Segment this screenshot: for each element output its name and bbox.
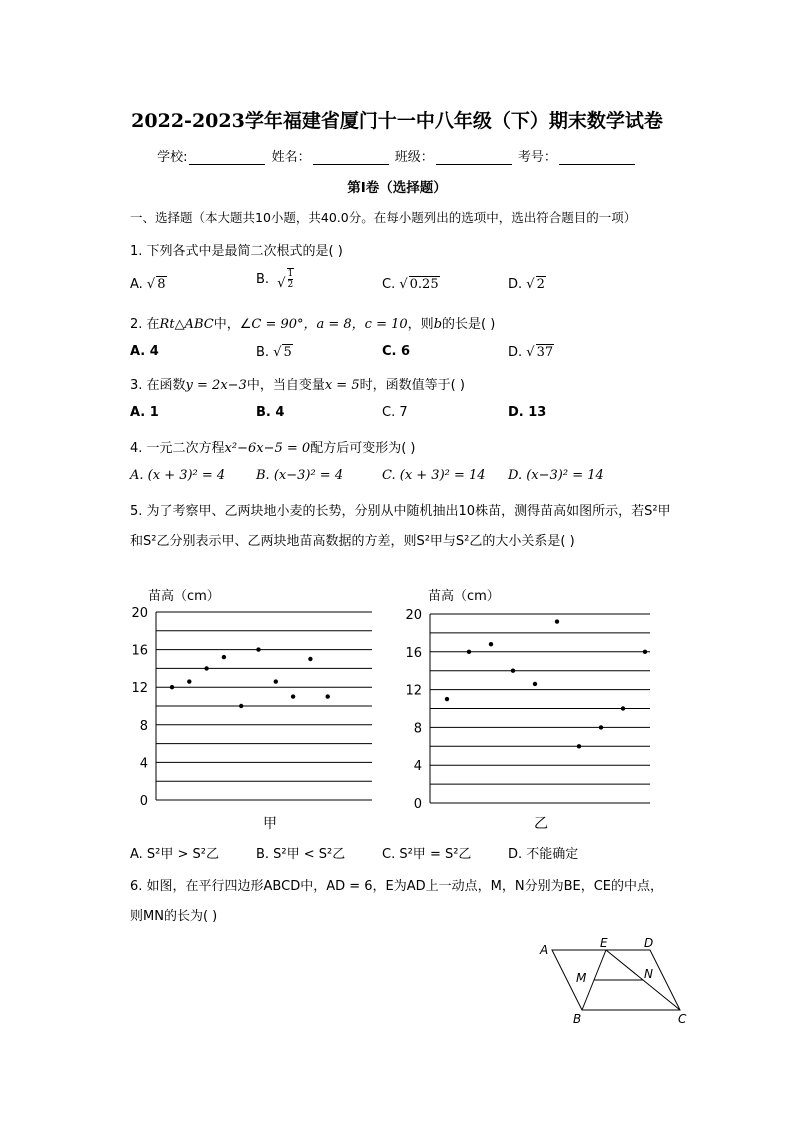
q5-option-a[interactable]: A. S²甲 > S²乙: [130, 847, 220, 862]
yi-tick-label: 12: [405, 683, 422, 699]
class-label: 班级：: [394, 150, 434, 165]
q4-option-a[interactable]: A. (x + 3)² = 4: [130, 468, 226, 483]
q2-option-d-value: 37: [536, 345, 554, 360]
q1-option-a-value: 8: [157, 277, 166, 292]
section-heading: 第Ⅰ卷（选择题）: [347, 180, 447, 196]
q3-option-c[interactable]: C. 7: [382, 405, 408, 420]
jia-tick-label: 0: [139, 794, 148, 809]
jia-tick-label: 12: [131, 681, 148, 697]
yi-data-point: [577, 744, 581, 748]
q2-option-b-value: 5: [283, 345, 292, 360]
q2-option-b[interactable]: B. √ 5: [256, 345, 292, 360]
q1-option-b-denominator: 2: [287, 280, 294, 290]
q3-stem-mid: 中，当自变量: [246, 378, 325, 393]
q1-option-c[interactable]: C. √ 0.25: [382, 277, 439, 292]
class-blank[interactable]: [436, 150, 512, 165]
chart-yi-grid: [430, 614, 650, 803]
q5-option-c[interactable]: C. S²甲 = S²乙: [382, 847, 472, 862]
chart-yi-ylabel: 苗高（cm）: [428, 589, 500, 604]
chart-jia: [120, 582, 382, 832]
yi-data-point: [445, 697, 449, 701]
q1-option-d-value: 2: [536, 277, 545, 292]
q1-option-d[interactable]: D. √ 2: [508, 277, 545, 292]
exam-no-blank[interactable]: [559, 150, 635, 165]
q1-option-a-letter: A.: [130, 277, 143, 292]
name-blank[interactable]: [313, 150, 389, 165]
yi-data-point: [511, 669, 515, 673]
q6-stem-line1: 6. 如图，在平行四边形ABCD中，AD = 6，E为AD上一动点，M，N分别为BE，CE的中点，: [130, 879, 664, 894]
q1-option-a[interactable]: A. √ 8: [130, 277, 166, 292]
q2-option-a[interactable]: A. 4: [130, 344, 159, 359]
q2-rt: Rt: [159, 317, 175, 332]
q4-option-d[interactable]: D. (x−3)² = 14: [508, 468, 604, 483]
q3-option-d[interactable]: D. 13: [508, 405, 547, 420]
q5-stem-line1: 5. 为了考察甲、乙两块地小麦的长势，分别从中随机抽出10株苗，测得苗高如图所示，若S²甲: [130, 504, 671, 519]
q2-stem-mid: 中，∠: [213, 317, 252, 332]
jia-tick-label: 20: [131, 606, 148, 621]
label-a: A: [540, 943, 549, 957]
label-e: E: [600, 936, 608, 950]
chart-jia-points: [170, 647, 330, 708]
q4-stem: [130, 437, 415, 456]
jia-data-point: [274, 679, 278, 683]
yi-data-point: [467, 650, 471, 654]
jia-data-point: [204, 666, 208, 670]
q2-stem-end: 的长是( ): [442, 317, 496, 332]
parallelogram-figure: [530, 935, 700, 1025]
chart-jia-grid: [156, 612, 372, 800]
q1-option-c-letter: C.: [382, 277, 396, 292]
jia-data-point: [308, 657, 312, 661]
label-d: D: [644, 936, 654, 950]
q3-option-a[interactable]: A. 1: [130, 405, 159, 420]
q4-stem-end: 配方后可变形为( ): [310, 441, 416, 456]
jia-data-point: [256, 647, 260, 651]
q5-option-d[interactable]: D. 不能确定: [508, 847, 579, 862]
q1-option-b-letter: B.: [256, 272, 270, 287]
school-blank[interactable]: [189, 150, 265, 165]
jia-tick-label: 8: [139, 718, 148, 734]
q2-option-d-letter: D.: [508, 345, 523, 360]
q5-stem-line2: 和S²乙分别表示甲、乙两块地苗高数据的方差，则S²甲与S²乙的大小关系是( ): [130, 534, 575, 549]
q3-stem-pre: 3. 在函数: [130, 378, 186, 393]
chart-yi-points: [445, 619, 647, 748]
exam-title: 2022-2023学年福建省厦门十一中八年级（下）期末数学试卷: [131, 110, 663, 132]
part-instructions: 一、选择题（本大题共10小题，共40.0分。在每小题列出的选项中，选出符合题目的一项）: [130, 210, 637, 225]
label-m: M: [576, 971, 587, 985]
q4-equation: x²−6x−5 = 0: [224, 441, 311, 456]
chart-jia-ylabel: 苗高（cm）: [148, 589, 220, 604]
q1-option-b-numerator: 1: [287, 269, 294, 279]
q2-option-d[interactable]: D. √ 37: [508, 345, 554, 360]
name-label: 姓名：: [271, 150, 311, 165]
student-info-row: [0, 146, 794, 165]
jia-data-point: [187, 679, 191, 683]
q3-stem: [130, 374, 465, 393]
q3-x-value: x = 5: [324, 378, 360, 393]
q2-stem-pre: 2. 在: [130, 317, 160, 332]
q2-stem: [130, 313, 495, 332]
yi-tick-label: 4: [413, 759, 422, 775]
q2-option-b-letter: B.: [256, 345, 270, 360]
q1-stem: 1. 下列各式中是最简二次根式的是( ): [130, 244, 343, 259]
q4-stem-pre: 4. 一元二次方程: [130, 441, 225, 456]
yi-tick-label: 0: [413, 797, 422, 812]
q6-stem-line2: 则MN的长为( ): [130, 909, 218, 924]
q3-function: y = 2x−3: [185, 378, 247, 393]
jia-data-point: [239, 704, 243, 708]
q2-b-var: b: [433, 317, 443, 332]
q4-option-c[interactable]: C. (x + 3)² = 14: [382, 468, 486, 483]
q3-option-b[interactable]: B. 4: [256, 405, 285, 420]
yi-data-point: [599, 725, 603, 729]
chart-yi-ticks: [405, 608, 422, 812]
label-c: C: [678, 1012, 687, 1025]
chart-jia-xlabel: 甲: [263, 816, 277, 832]
jia-data-point: [291, 694, 295, 698]
q4-option-b[interactable]: B. (x−3)² = 4: [256, 468, 344, 483]
jia-data-point: [326, 694, 330, 698]
exam-no-label: 考号：: [517, 150, 557, 165]
q5-option-b[interactable]: B. S²甲 < S²乙: [256, 847, 346, 862]
yi-data-point: [621, 706, 625, 710]
q1-option-b[interactable]: B. √ $\frac{1}{2}$: [256, 269, 294, 291]
q2-stem-post: ，则: [407, 317, 434, 332]
yi-data-point: [489, 642, 493, 646]
school-label: 学校:: [157, 150, 188, 165]
yi-tick-label: 8: [413, 721, 422, 737]
q2-option-c[interactable]: C. 6: [382, 344, 411, 359]
q2-conditions: C = 90°，a = 8，c = 10: [251, 317, 408, 332]
yi-data-point: [555, 619, 559, 623]
yi-tick-label: 20: [405, 608, 422, 623]
yi-tick-label: 16: [405, 645, 422, 661]
chart-jia-ticks: [131, 606, 148, 809]
q3-stem-end: 时，函数值等于( ): [359, 378, 465, 393]
label-n: N: [644, 967, 653, 981]
jia-data-point: [222, 655, 226, 659]
q2-triangle: △ABC: [174, 317, 214, 332]
chart-yi: [400, 582, 662, 832]
yi-data-point: [643, 650, 647, 654]
jia-data-point: [170, 685, 174, 689]
jia-tick-label: 16: [131, 643, 148, 659]
yi-data-point: [533, 682, 537, 686]
q1-option-c-value: 0.25: [409, 277, 439, 292]
chart-yi-xlabel: 乙: [534, 816, 548, 832]
label-b: B: [573, 1012, 582, 1025]
jia-tick-label: 4: [139, 756, 148, 772]
q1-option-d-letter: D.: [508, 277, 523, 292]
